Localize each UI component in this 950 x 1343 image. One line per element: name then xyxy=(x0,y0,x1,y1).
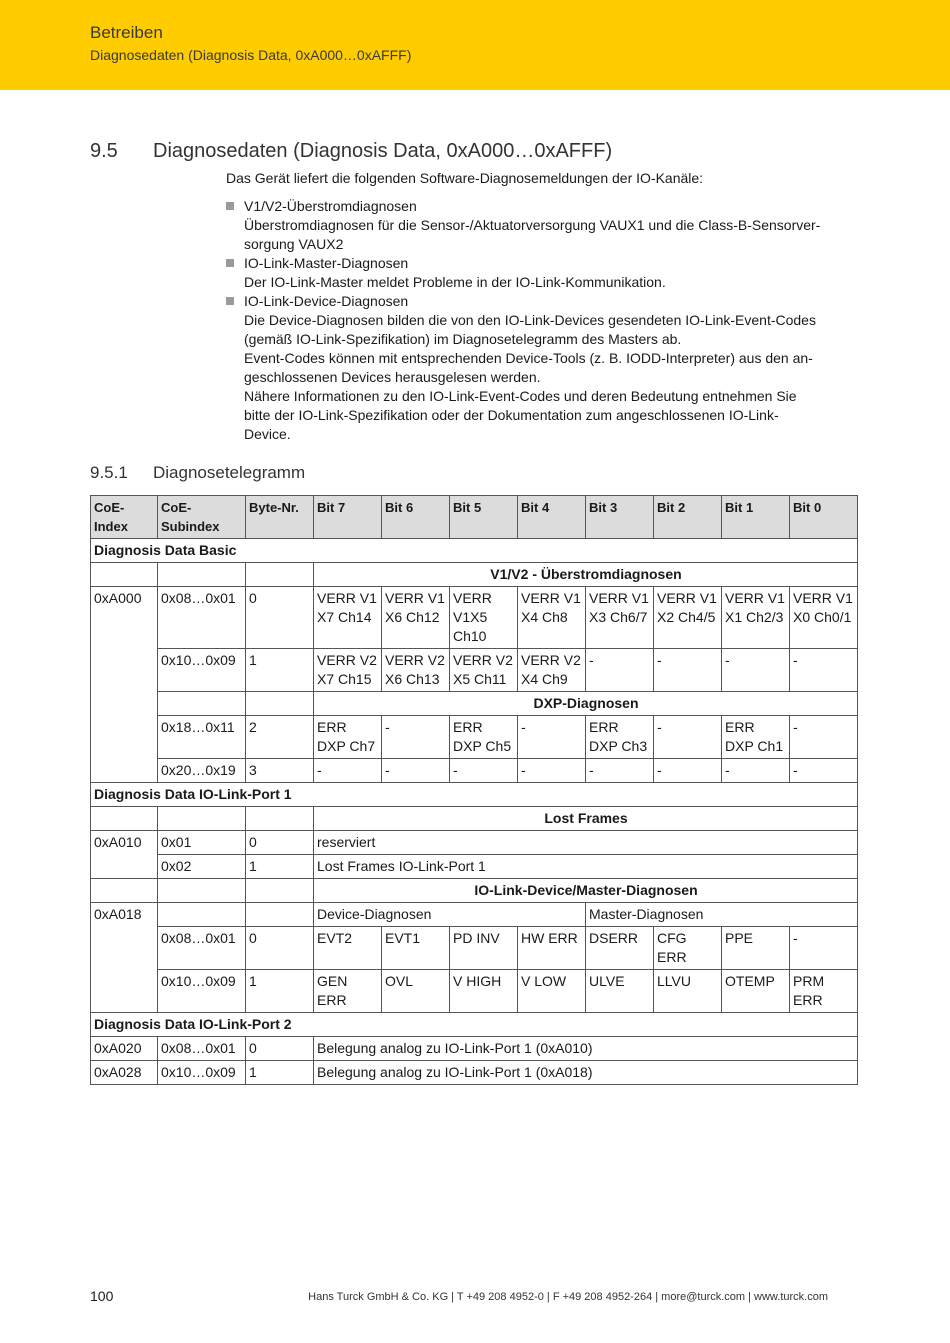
column-header: Bit 4 xyxy=(518,496,586,539)
table-row xyxy=(91,649,858,692)
coe-index-cell: 0xA010 xyxy=(91,831,158,879)
square-bullet-icon xyxy=(226,297,234,305)
bullet-list xyxy=(226,197,866,444)
table-header-row xyxy=(91,496,858,539)
byte-cell: 0 xyxy=(246,927,314,970)
bit-cell: - xyxy=(518,759,586,783)
column-header: Bit 0 xyxy=(790,496,858,539)
column-header: Bit 6 xyxy=(382,496,450,539)
byte-cell: 1 xyxy=(246,970,314,1013)
table-row xyxy=(91,927,858,970)
empty-cell xyxy=(91,807,158,831)
square-bullet-icon xyxy=(226,259,234,267)
bit-cell: VERR V1 X3 Ch6/7 xyxy=(586,587,654,649)
bit-cell: - xyxy=(382,759,450,783)
bit-cell: - xyxy=(722,649,790,692)
subheading-label: IO-Link-Device/Master-Diagnosen xyxy=(314,879,858,903)
bit-cell: VERR V2 X4 Ch9 xyxy=(518,649,586,692)
footer-contact: Hans Turck GmbH & Co. KG | T +49 208 4952-0 | F +49 208 4952-264 | more@turck.com | www.turck.com xyxy=(308,1291,828,1303)
column-header: Bit 5 xyxy=(450,496,518,539)
subheading-label: DXP-Diagnosen xyxy=(314,692,858,716)
group-label: Diagnosis Data IO-Link-Port 2 xyxy=(91,1013,858,1037)
bit-cell: VERR V1 X2 Ch4/5 xyxy=(654,587,722,649)
table-row xyxy=(91,970,858,1013)
byte-cell: 0 xyxy=(246,831,314,855)
bit-cell: - xyxy=(314,759,382,783)
subindex-cell: 0x08…0x01 xyxy=(158,927,246,970)
subheading-row xyxy=(91,879,858,903)
bit-cell: VERR V1 X1 Ch2/3 xyxy=(722,587,790,649)
bit-cell: ULVE xyxy=(586,970,654,1013)
subindex-cell: 0x02 xyxy=(158,855,246,879)
bit-cell: ERR DXP Ch7 xyxy=(314,716,382,759)
column-header: Byte-Nr. xyxy=(246,496,314,539)
bit-cell: EVT2 xyxy=(314,927,382,970)
subindex-cell: 0x10…0x09 xyxy=(158,970,246,1013)
table-row xyxy=(91,831,858,855)
bullet-description: Der IO-Link-Master meldet Probleme in der IO-Link-Kommunikation. xyxy=(244,274,666,290)
table-row xyxy=(91,587,858,649)
group-row xyxy=(91,1013,858,1037)
bit-cell: VERR V2 X6 Ch13 xyxy=(382,649,450,692)
bit-cell: VERR V1 X7 Ch14 xyxy=(314,587,382,649)
bit-cell: OVL xyxy=(382,970,450,1013)
table-row xyxy=(91,759,858,783)
subindex-cell: 0x10…0x09 xyxy=(158,1061,246,1085)
bit-cell: OTEMP xyxy=(722,970,790,1013)
empty-cell xyxy=(246,563,314,587)
bullet-title: V1/V2-Überstromdiagnosen xyxy=(244,198,417,214)
subindex-cell: 0x18…0x11 xyxy=(158,716,246,759)
bit-cell: - xyxy=(518,716,586,759)
bit-cell: LLVU xyxy=(654,970,722,1013)
bit-cell: DSERR xyxy=(586,927,654,970)
empty-cell xyxy=(158,563,246,587)
bit-cell: VERR V1 X4 Ch8 xyxy=(518,587,586,649)
byte-cell: 0 xyxy=(246,587,314,649)
empty-cell xyxy=(91,563,158,587)
empty-cell xyxy=(91,879,158,903)
bit-cell: - xyxy=(654,759,722,783)
column-header: Bit 1 xyxy=(722,496,790,539)
description-cell: Lost Frames IO-Link-Port 1 xyxy=(314,855,858,879)
subindex-cell: 0x08…0x01 xyxy=(158,587,246,649)
bit-cell: - xyxy=(722,759,790,783)
bit-cell: - xyxy=(790,716,858,759)
bit-cell: ERR DXP Ch1 xyxy=(722,716,790,759)
byte-cell: 0 xyxy=(246,1037,314,1061)
master-diagnosen-label: Master-Diagnosen xyxy=(586,903,858,927)
group-label: Diagnosis Data Basic xyxy=(91,539,858,563)
description-cell: reserviert xyxy=(314,831,858,855)
bit-cell: VERR V2 X7 Ch15 xyxy=(314,649,382,692)
bullet-description: Überstromdiagnosen für die Sensor-/Aktuatorversorgung VAUX1 und die Class-B-Sensorver- sorgung VAUX2 xyxy=(244,217,821,252)
bit-cell: - xyxy=(450,759,518,783)
bit-cell: ERR DXP Ch5 xyxy=(450,716,518,759)
bit-cell: PPE xyxy=(722,927,790,970)
byte-cell: 1 xyxy=(246,649,314,692)
empty-cell xyxy=(158,879,246,903)
byte-cell: 2 xyxy=(246,716,314,759)
coe-index-cell: 0xA018 xyxy=(91,903,158,1013)
description-cell: Belegung analog zu IO-Link-Port 1 (0xA010) xyxy=(314,1037,858,1061)
bit-cell: EVT1 xyxy=(382,927,450,970)
bit-cell: - xyxy=(790,759,858,783)
table-row xyxy=(91,716,858,759)
square-bullet-icon xyxy=(226,202,234,210)
bit-cell: V LOW xyxy=(518,970,586,1013)
bit-cell: V HIGH xyxy=(450,970,518,1013)
subheading-label: V1/V2 - Überstromdiagnosen xyxy=(314,563,858,587)
bit-cell: GEN ERR xyxy=(314,970,382,1013)
header-band xyxy=(0,0,950,90)
subindex-cell: 0x20…0x19 xyxy=(158,759,246,783)
byte-cell: 3 xyxy=(246,759,314,783)
empty-cell xyxy=(246,879,314,903)
column-header: Bit 7 xyxy=(314,496,382,539)
bit-cell: VERR V2 X5 Ch11 xyxy=(450,649,518,692)
table-row xyxy=(91,903,858,927)
bullet-item xyxy=(226,292,866,444)
group-row xyxy=(91,783,858,807)
column-header: CoE-Subindex xyxy=(158,496,246,539)
bit-cell: - xyxy=(790,649,858,692)
bit-cell: ERR DXP Ch3 xyxy=(586,716,654,759)
bullet-description: Die Device-Diagnosen bilden die von den IO-Link-Devices gesendeten IO-Link-Event-Codes (gemäß IO-Link-Spezifikation) im Diagnosetelegramm des Masters ab. Event-Codes können mit entsprechenden Device-Tools (z. B. IODD-Interpreter) aus den an- geschlossenen Devices herausgelesen werden. Nähere Informationen zu den IO-Link-Event-Codes und deren Bedeutung entnehmen Sie bitte der IO-Link-Spezifikation oder der Dokumentation zum angeschlossenen IO-Link- Device. xyxy=(244,312,816,442)
table-row xyxy=(91,855,858,879)
bit-cell: - xyxy=(790,927,858,970)
bit-cell: - xyxy=(654,716,722,759)
coe-index-cell: 0xA000 xyxy=(91,587,158,783)
empty-cell xyxy=(246,903,314,927)
description-cell: Belegung analog zu IO-Link-Port 1 (0xA018) xyxy=(314,1061,858,1085)
column-header: Bit 2 xyxy=(654,496,722,539)
byte-cell: 1 xyxy=(246,855,314,879)
subheading-row xyxy=(91,563,858,587)
diagnosis-table xyxy=(90,495,858,1085)
header-title: Betreiben xyxy=(90,23,163,42)
bit-cell: VERR V1 X0 Ch0/1 xyxy=(790,587,858,649)
bit-cell: VERR V1X5 Ch10 xyxy=(450,587,518,649)
bit-cell: - xyxy=(654,649,722,692)
column-header: Bit 3 xyxy=(586,496,654,539)
subindex-cell: 0x10…0x09 xyxy=(158,649,246,692)
subheading-row xyxy=(91,807,858,831)
section-intro: Das Gerät liefert die folgenden Software-Diagnosemeldungen der IO-Kanäle: xyxy=(226,170,704,186)
empty-cell xyxy=(158,903,246,927)
header-subtitle: Diagnosedaten (Diagnosis Data, 0xA000…0xAFFF) xyxy=(90,47,412,63)
subsection-number: 9.5.1 xyxy=(90,463,128,482)
coe-index-cell: 0xA028 xyxy=(91,1061,158,1085)
empty-cell xyxy=(158,692,246,716)
group-row xyxy=(91,539,858,563)
empty-cell xyxy=(246,692,314,716)
bit-cell: CFG ERR xyxy=(654,927,722,970)
bit-cell: HW ERR xyxy=(518,927,586,970)
bit-cell: - xyxy=(586,649,654,692)
subindex-cell: 0x01 xyxy=(158,831,246,855)
byte-cell: 1 xyxy=(246,1061,314,1085)
bit-cell: PRM ERR xyxy=(790,970,858,1013)
subheading-label: Lost Frames xyxy=(314,807,858,831)
subsection-title: Diagnosetelegramm xyxy=(153,463,306,482)
bullet-item xyxy=(226,254,866,292)
coe-index-cell: 0xA020 xyxy=(91,1037,158,1061)
section-number: 9.5 xyxy=(90,140,118,162)
page-number: 100 xyxy=(90,1288,114,1304)
column-header: CoE-Index xyxy=(91,496,158,539)
device-diagnosen-label: Device-Diagnosen xyxy=(314,903,586,927)
empty-cell xyxy=(158,807,246,831)
bit-cell: - xyxy=(586,759,654,783)
group-label: Diagnosis Data IO-Link-Port 1 xyxy=(91,783,858,807)
bullet-item xyxy=(226,197,866,254)
empty-cell xyxy=(246,807,314,831)
table-row xyxy=(91,1061,858,1085)
bit-cell: PD INV xyxy=(450,927,518,970)
bullet-title: IO-Link-Master-Diagnosen xyxy=(244,255,409,271)
subindex-cell: 0x08…0x01 xyxy=(158,1037,246,1061)
bullet-title: IO-Link-Device-Diagnosen xyxy=(244,293,409,309)
bit-cell: VERR V1 X6 Ch12 xyxy=(382,587,450,649)
section-title: Diagnosedaten (Diagnosis Data, 0xA000…0xAFFF) xyxy=(153,140,613,162)
bit-cell: - xyxy=(382,716,450,759)
subheading-row xyxy=(91,692,858,716)
table-row xyxy=(91,1037,858,1061)
